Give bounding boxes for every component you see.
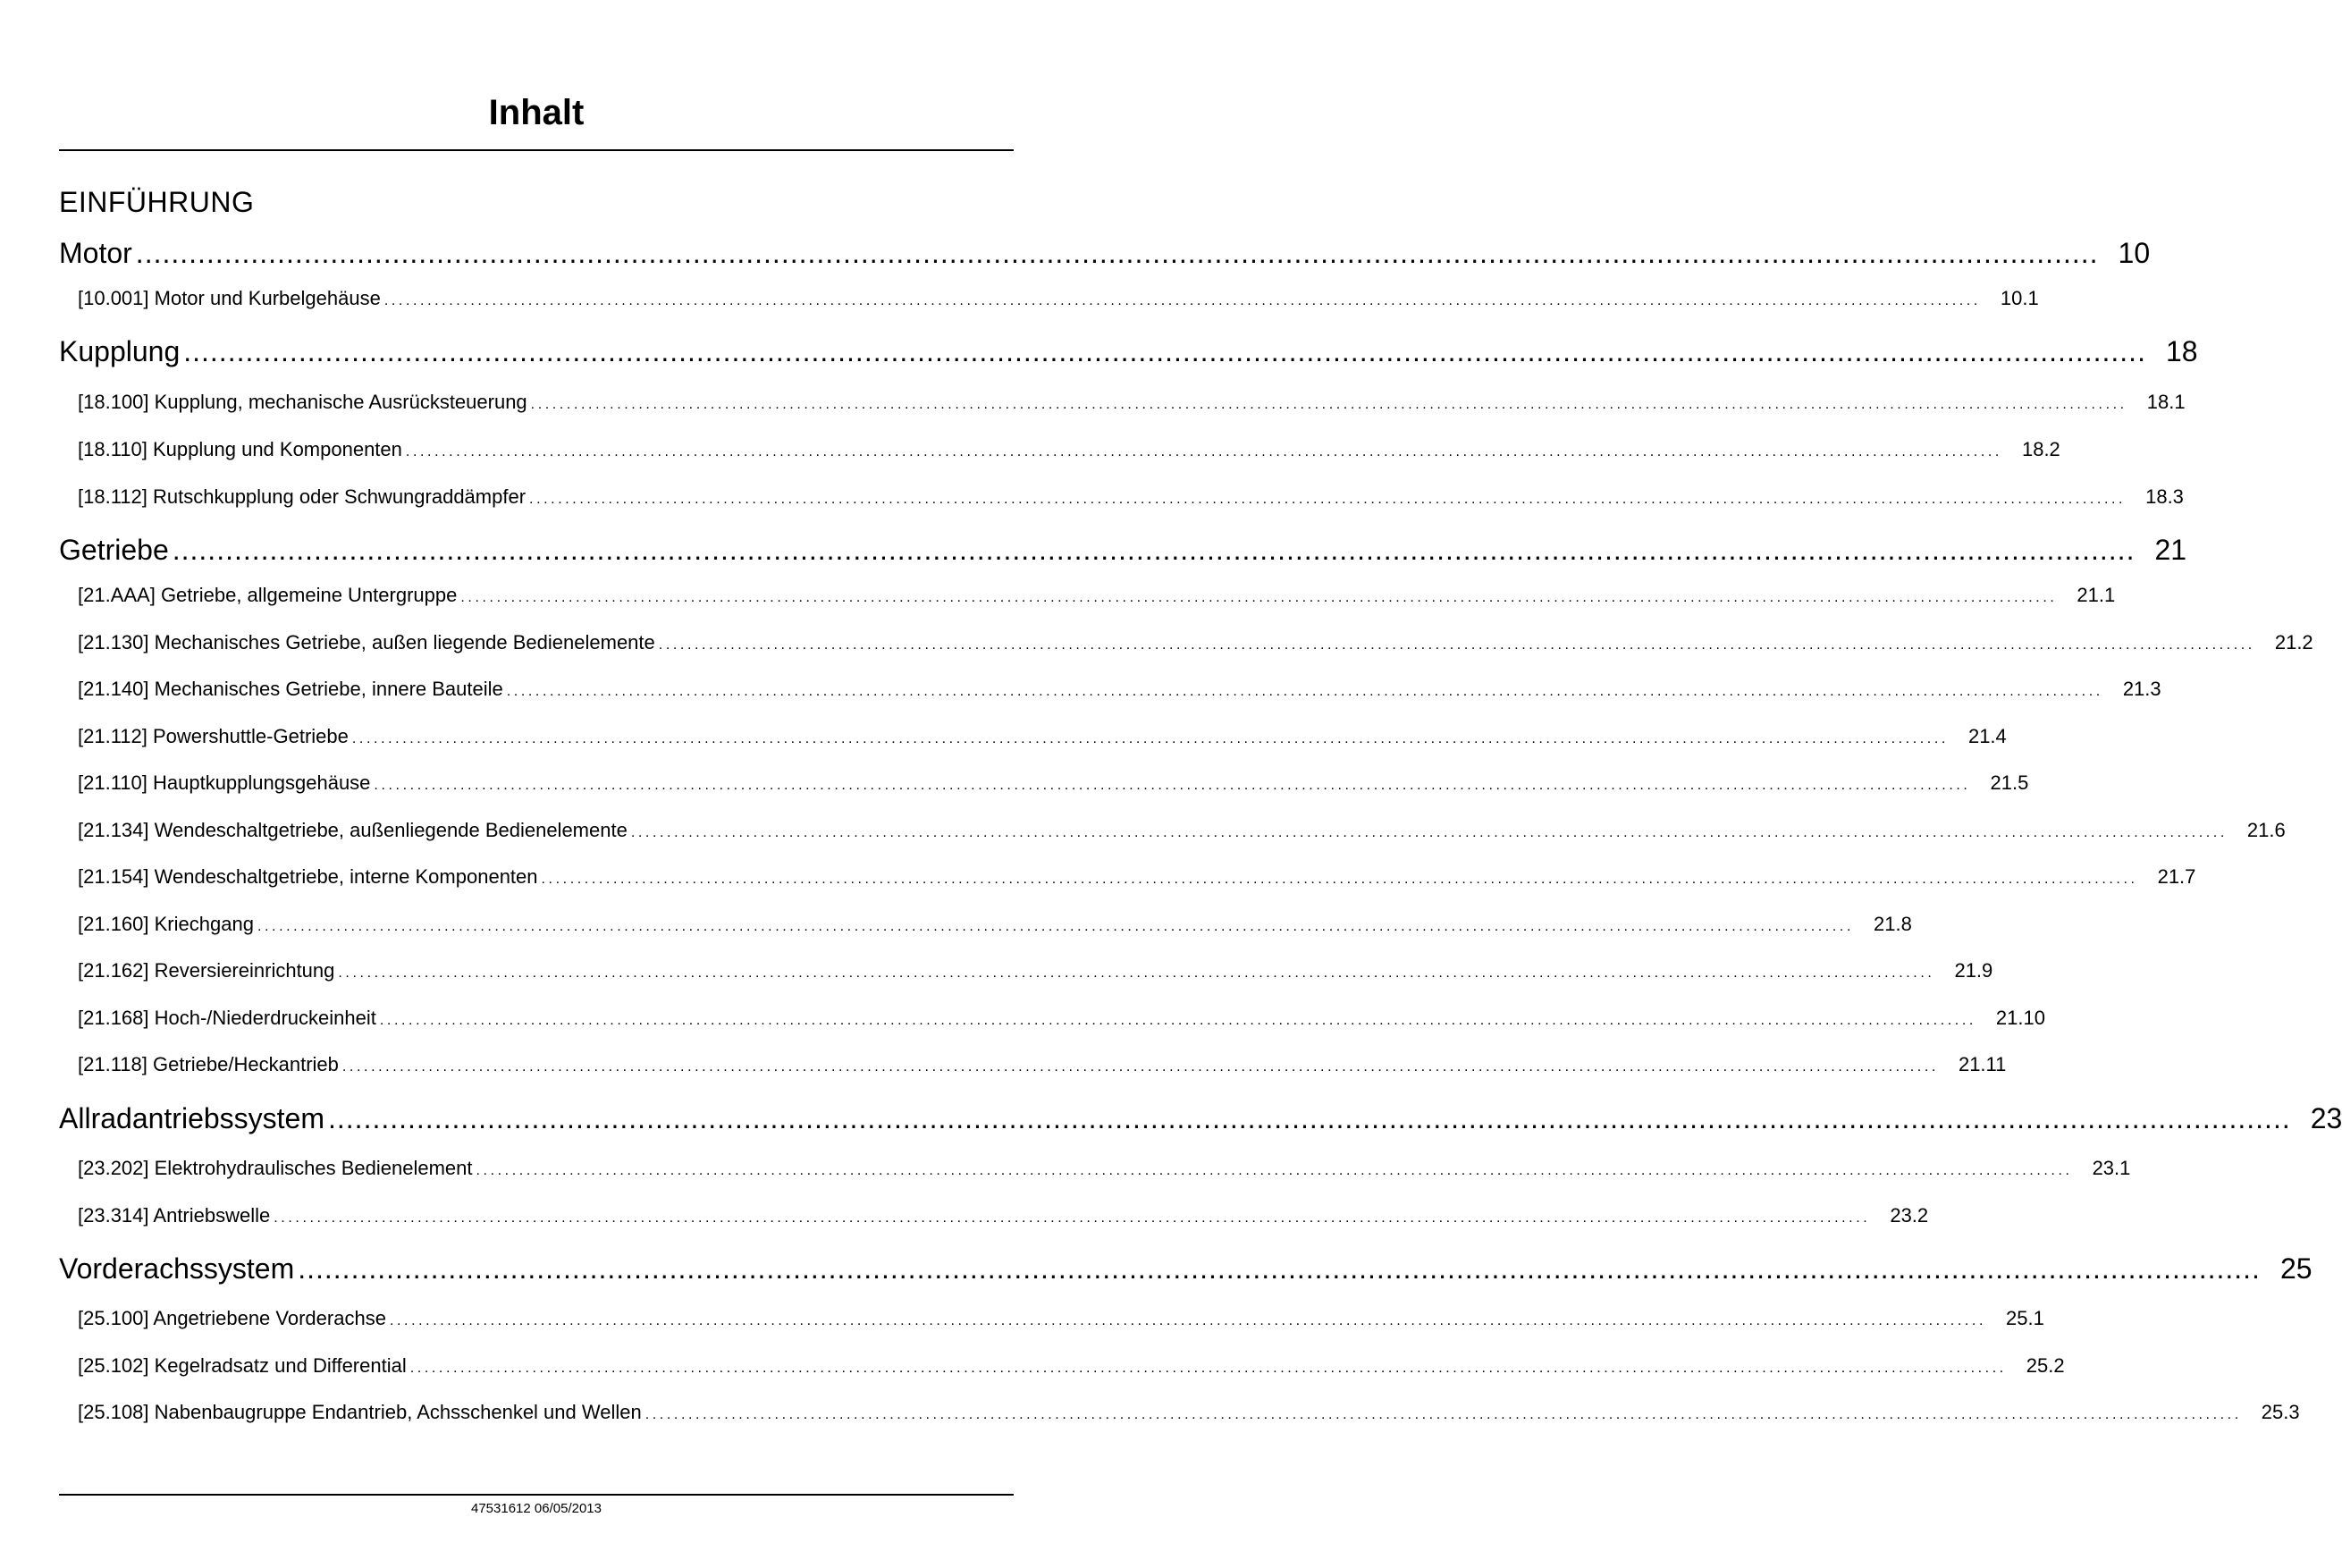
page-title: Inhalt (488, 93, 585, 132)
toc-page-number: 18.3 (2145, 485, 2184, 508)
toc-section[interactable] (78, 286, 2039, 314)
toc-section[interactable] (78, 1006, 2045, 1033)
toc-section[interactable] (78, 912, 1912, 940)
toc-section-label: [21.154] Wendeschaltgetriebe, interne Komponenten (78, 865, 538, 888)
toc-section-label: [21.160] Kriechgang (78, 913, 254, 935)
toc-section-label: [18.110] Kupplung und Komponenten (78, 438, 402, 460)
toc-section[interactable] (78, 818, 2286, 846)
toc-section-label: [21.110] Hauptkupplungsgehäuse (78, 771, 371, 794)
toc-page-number: 25 (2279, 1252, 2313, 1285)
dot-leader: .............................................................................................................................................................................................................................. (183, 335, 2146, 367)
toc-section[interactable] (78, 1306, 2044, 1334)
toc-chapter-motor[interactable] (59, 235, 2151, 271)
toc-page-number: 23.1 (2092, 1157, 2131, 1179)
dot-leader: .............................................................................................................................................................................................................................. (644, 1407, 2242, 1422)
toc-page-number: 18.1 (2146, 391, 2186, 413)
toc-page-number: 21.6 (2246, 819, 2286, 841)
toc-section-label: [21.134] Wendeschaltgetriebe, außenliegende Bedienelemente (78, 819, 628, 841)
dot-leader: .............................................................................................................................................................................................................................. (274, 1210, 1871, 1226)
toc-section[interactable] (78, 630, 2313, 658)
dot-leader: .............................................................................................................................................................................................................................. (172, 534, 2136, 566)
dot-leader: .............................................................................................................................................................................................................................. (630, 825, 2228, 840)
dot-leader: .............................................................................................................................................................................................................................. (328, 1102, 2291, 1134)
toc-section[interactable] (78, 583, 2116, 611)
toc-page-number: 21.8 (1874, 913, 1912, 935)
toc-section-label: [21.162] Reversiereinrichtung (78, 959, 335, 982)
toc-page-number: 23.2 (1890, 1204, 1929, 1227)
toc-page-number: 10.1 (2000, 287, 2039, 309)
toc-section[interactable] (78, 1203, 1929, 1231)
toc-section[interactable] (78, 864, 2196, 892)
toc-section-label: [21.140] Mechanisches Getriebe, innere Bauteile (78, 678, 503, 700)
toc-page-number: 10 (2118, 237, 2151, 269)
dot-leader: .............................................................................................................................................................................................................................. (530, 397, 2127, 412)
toc-section[interactable] (78, 390, 2186, 417)
toc-section-label: [21.118] Getriebe/Heckantrieb (78, 1053, 339, 1075)
toc-section[interactable] (78, 1353, 2065, 1381)
dot-leader: .............................................................................................................................................................................................................................. (658, 637, 2255, 653)
toc-section[interactable] (78, 1400, 2300, 1428)
dot-leader: .............................................................................................................................................................................................................................. (257, 919, 1854, 934)
toc-section[interactable] (78, 1156, 2131, 1184)
toc-page-number: 21.10 (1995, 1007, 2045, 1029)
toc-section-label: [25.100] Angetriebene Vorderachse (78, 1307, 386, 1329)
toc-section-label: [21.112] Powershuttle-Getriebe (78, 725, 349, 747)
dot-leader: .............................................................................................................................................................................................................................. (135, 237, 2099, 269)
toc-chapter-label: Vorderachssystem (59, 1252, 295, 1285)
toc-page-number: 18.2 (2021, 438, 2060, 460)
footer-divider (59, 1494, 1014, 1496)
toc-page-number: 25.3 (2261, 1401, 2300, 1423)
toc-section[interactable] (78, 677, 2161, 704)
footer-doc-id: 47531612 06/05/2013 (471, 1501, 602, 1516)
toc-section[interactable] (78, 724, 2007, 752)
dot-leader: .............................................................................................................................................................................................................................. (529, 492, 2127, 507)
toc-page-number: 21.9 (1954, 959, 1993, 982)
toc-section[interactable] (78, 485, 2184, 512)
toc-page-number: 21.5 (1990, 771, 2029, 794)
toc-page-number: 23 (2310, 1102, 2342, 1134)
toc-section-label: [21.AAA] Getriebe, allgemeine Untergruppe (78, 584, 458, 606)
toc-section-label: [10.001] Motor und Kurbelgehäuse (78, 287, 381, 309)
dot-leader: .............................................................................................................................................................................................................................. (379, 1013, 1976, 1028)
toc-chapter-getriebe[interactable] (59, 532, 2187, 568)
dot-leader: .............................................................................................................................................................................................................................. (460, 590, 2058, 605)
intro-heading[interactable]: EINFÜHRUNG (59, 186, 255, 218)
toc-chapter-kupplung[interactable] (59, 333, 2198, 369)
toc-chapter-label: Allradantriebssystem (59, 1102, 324, 1134)
dot-leader: .............................................................................................................................................................................................................................. (341, 1059, 1939, 1075)
toc-section[interactable] (78, 958, 1993, 986)
toc-section-label: [25.102] Kegelradsatz und Differential (78, 1354, 407, 1377)
toc-page-number: 21.7 (2157, 865, 2196, 888)
toc-page-number: 21.1 (2077, 584, 2116, 606)
toc-section-label: [18.100] Kupplung, mechanische Ausrücksteuerung (78, 391, 527, 413)
toc-page-number: 25.1 (2006, 1307, 2044, 1329)
toc-chapter-label: Getriebe (59, 534, 169, 566)
toc-section[interactable] (78, 1052, 2007, 1080)
dot-leader: .............................................................................................................................................................................................................................. (351, 731, 1949, 746)
toc-page-number: 18 (2165, 335, 2198, 367)
toc-section-label: [25.108] Nabenbaugruppe Endantrieb, Achsschenkel und Wellen (78, 1401, 642, 1423)
toc-page-number: 21.2 (2274, 631, 2313, 653)
dot-leader: .............................................................................................................................................................................................................................. (374, 778, 1971, 793)
dot-leader: .............................................................................................................................................................................................................................. (506, 684, 2103, 699)
dot-leader: .............................................................................................................................................................................................................................. (541, 872, 2138, 887)
toc-chapter-label: Kupplung (59, 335, 181, 367)
dot-leader: .............................................................................................................................................................................................................................. (409, 1361, 2007, 1376)
toc-section[interactable] (78, 771, 2029, 798)
dot-leader: .............................................................................................................................................................................................................................. (389, 1313, 1986, 1328)
dot-leader: .............................................................................................................................................................................................................................. (476, 1163, 2073, 1178)
toc-chapter-vorderachssystem[interactable] (59, 1251, 2313, 1286)
toc-page-number: 21.11 (1958, 1053, 2007, 1075)
toc-section-label: [21.168] Hoch-/Niederdruckeinheit (78, 1007, 376, 1029)
dot-leader: .............................................................................................................................................................................................................................. (298, 1252, 2261, 1285)
toc-page-number: 21 (2154, 534, 2187, 566)
toc-page-number: 21.3 (2122, 678, 2161, 700)
toc-page-number: 25.2 (2026, 1354, 2065, 1377)
toc-section[interactable] (78, 437, 2060, 465)
toc-chapter-label: Motor (59, 237, 132, 269)
toc-chapter-allradantriebssystem[interactable] (59, 1100, 2342, 1136)
toc-section-label: [23.202] Elektrohydraulisches Bedienelement (78, 1157, 473, 1179)
toc-section-label: [21.130] Mechanisches Getriebe, außen liegende Bedienelemente (78, 631, 655, 653)
toc-page-number: 21.4 (1967, 725, 2007, 747)
dot-leader: .............................................................................................................................................................................................................................. (405, 444, 2002, 459)
dot-leader: .............................................................................................................................................................................................................................. (383, 293, 1981, 308)
dot-leader: .............................................................................................................................................................................................................................. (338, 965, 1935, 981)
toc-section-label: [18.112] Rutschkupplung oder Schwungraddämpfer (78, 485, 527, 508)
toc-section-label: [23.314] Antriebswelle (78, 1204, 271, 1227)
